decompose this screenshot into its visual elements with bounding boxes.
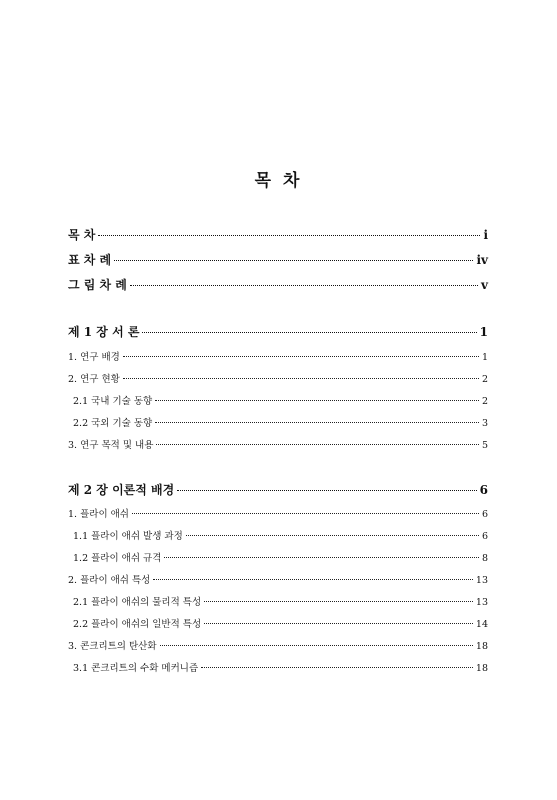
toc-chapter-1[interactable] bbox=[68, 323, 488, 340]
page-title: 목 차 bbox=[254, 171, 303, 191]
dot-leader bbox=[204, 623, 473, 624]
toc-entry[interactable] bbox=[68, 550, 488, 564]
toc-entry[interactable] bbox=[68, 393, 488, 407]
toc-label: 목 차 bbox=[68, 228, 96, 242]
toc-entry[interactable] bbox=[68, 437, 488, 451]
dot-leader bbox=[160, 645, 473, 646]
dot-leader bbox=[142, 332, 476, 333]
toc-page: iv bbox=[476, 253, 488, 267]
toc-page: 1 bbox=[481, 352, 488, 363]
dot-leader bbox=[153, 579, 473, 580]
toc-page: i bbox=[483, 228, 488, 242]
toc-page: 6 bbox=[479, 483, 488, 497]
toc-label: 표 차 례 bbox=[68, 253, 112, 267]
toc-label: 2. 플라이 애쉬 특성 bbox=[68, 575, 151, 586]
toc-entry[interactable] bbox=[68, 506, 488, 520]
toc-entry[interactable] bbox=[68, 616, 488, 630]
toc-page: v bbox=[481, 278, 488, 292]
toc-entry[interactable] bbox=[68, 660, 488, 674]
toc-entry[interactable] bbox=[68, 572, 488, 586]
toc-label: 1.1 플라이 애쉬 발생 과정 bbox=[73, 531, 183, 542]
toc-label: 2.1 플라이 애쉬의 물리적 특성 bbox=[73, 597, 202, 608]
toc-page: 8 bbox=[481, 553, 488, 564]
toc-label: 3. 연구 목적 및 내용 bbox=[68, 440, 154, 451]
toc-entry-tables[interactable] bbox=[68, 251, 488, 268]
toc-label: 1.2 플라이 애쉬 규격 bbox=[73, 553, 162, 564]
toc-page: 14 bbox=[475, 619, 488, 630]
toc-entry[interactable] bbox=[68, 371, 488, 385]
dot-leader bbox=[130, 285, 478, 286]
toc-page: 3 bbox=[481, 418, 488, 429]
toc-label: 2.2 국외 기술 동향 bbox=[73, 418, 153, 429]
toc-entry[interactable] bbox=[68, 528, 488, 542]
dot-leader bbox=[186, 535, 479, 536]
dot-leader bbox=[132, 513, 479, 514]
toc-label: 2. 연구 현황 bbox=[68, 374, 120, 385]
toc-page: 1 bbox=[479, 325, 488, 339]
dot-leader bbox=[204, 601, 473, 602]
dot-leader bbox=[164, 557, 479, 558]
toc-page: 13 bbox=[475, 597, 488, 608]
dot-leader bbox=[114, 260, 473, 261]
toc-label: 2.2 플라이 애쉬의 일반적 특성 bbox=[73, 619, 202, 630]
toc-entry[interactable] bbox=[68, 349, 488, 363]
toc-page: 2 bbox=[481, 396, 488, 407]
toc-page: 2 bbox=[481, 374, 488, 385]
toc-entry[interactable] bbox=[68, 638, 488, 652]
toc-page: 13 bbox=[475, 575, 488, 586]
toc-label: 1. 플라이 애쉬 bbox=[68, 509, 129, 520]
toc-chapter-2[interactable] bbox=[68, 481, 488, 498]
dot-leader bbox=[156, 444, 479, 445]
toc-label: 제 2 장 이론적 배경 bbox=[68, 483, 175, 497]
dot-leader bbox=[177, 490, 476, 491]
toc-label: 제 1 장 서 론 bbox=[68, 325, 140, 339]
toc-label: 1. 연구 배경 bbox=[68, 352, 120, 363]
dot-leader bbox=[98, 235, 480, 236]
dot-leader bbox=[123, 378, 479, 379]
toc-entry-figures[interactable] bbox=[68, 276, 488, 293]
toc-page: 6 bbox=[481, 531, 488, 542]
toc-entry-contents[interactable] bbox=[68, 226, 488, 243]
toc-label: 그 림 차 례 bbox=[68, 278, 127, 292]
toc-page: 5 bbox=[481, 440, 488, 451]
toc-label: 2.1 국내 기술 동향 bbox=[73, 396, 153, 407]
dot-leader bbox=[123, 356, 479, 357]
toc-label: 3.1 콘크리트의 수화 메커니즘 bbox=[73, 663, 199, 674]
toc-entry[interactable] bbox=[68, 415, 488, 429]
toc-entry[interactable] bbox=[68, 594, 488, 608]
toc-page: 6 bbox=[481, 509, 488, 520]
dot-leader bbox=[155, 422, 479, 423]
dot-leader bbox=[155, 400, 479, 401]
toc-page: 18 bbox=[475, 641, 488, 652]
toc-page: 18 bbox=[475, 663, 488, 674]
dot-leader bbox=[201, 667, 473, 668]
toc-label: 3. 콘크리트의 탄산화 bbox=[68, 641, 157, 652]
